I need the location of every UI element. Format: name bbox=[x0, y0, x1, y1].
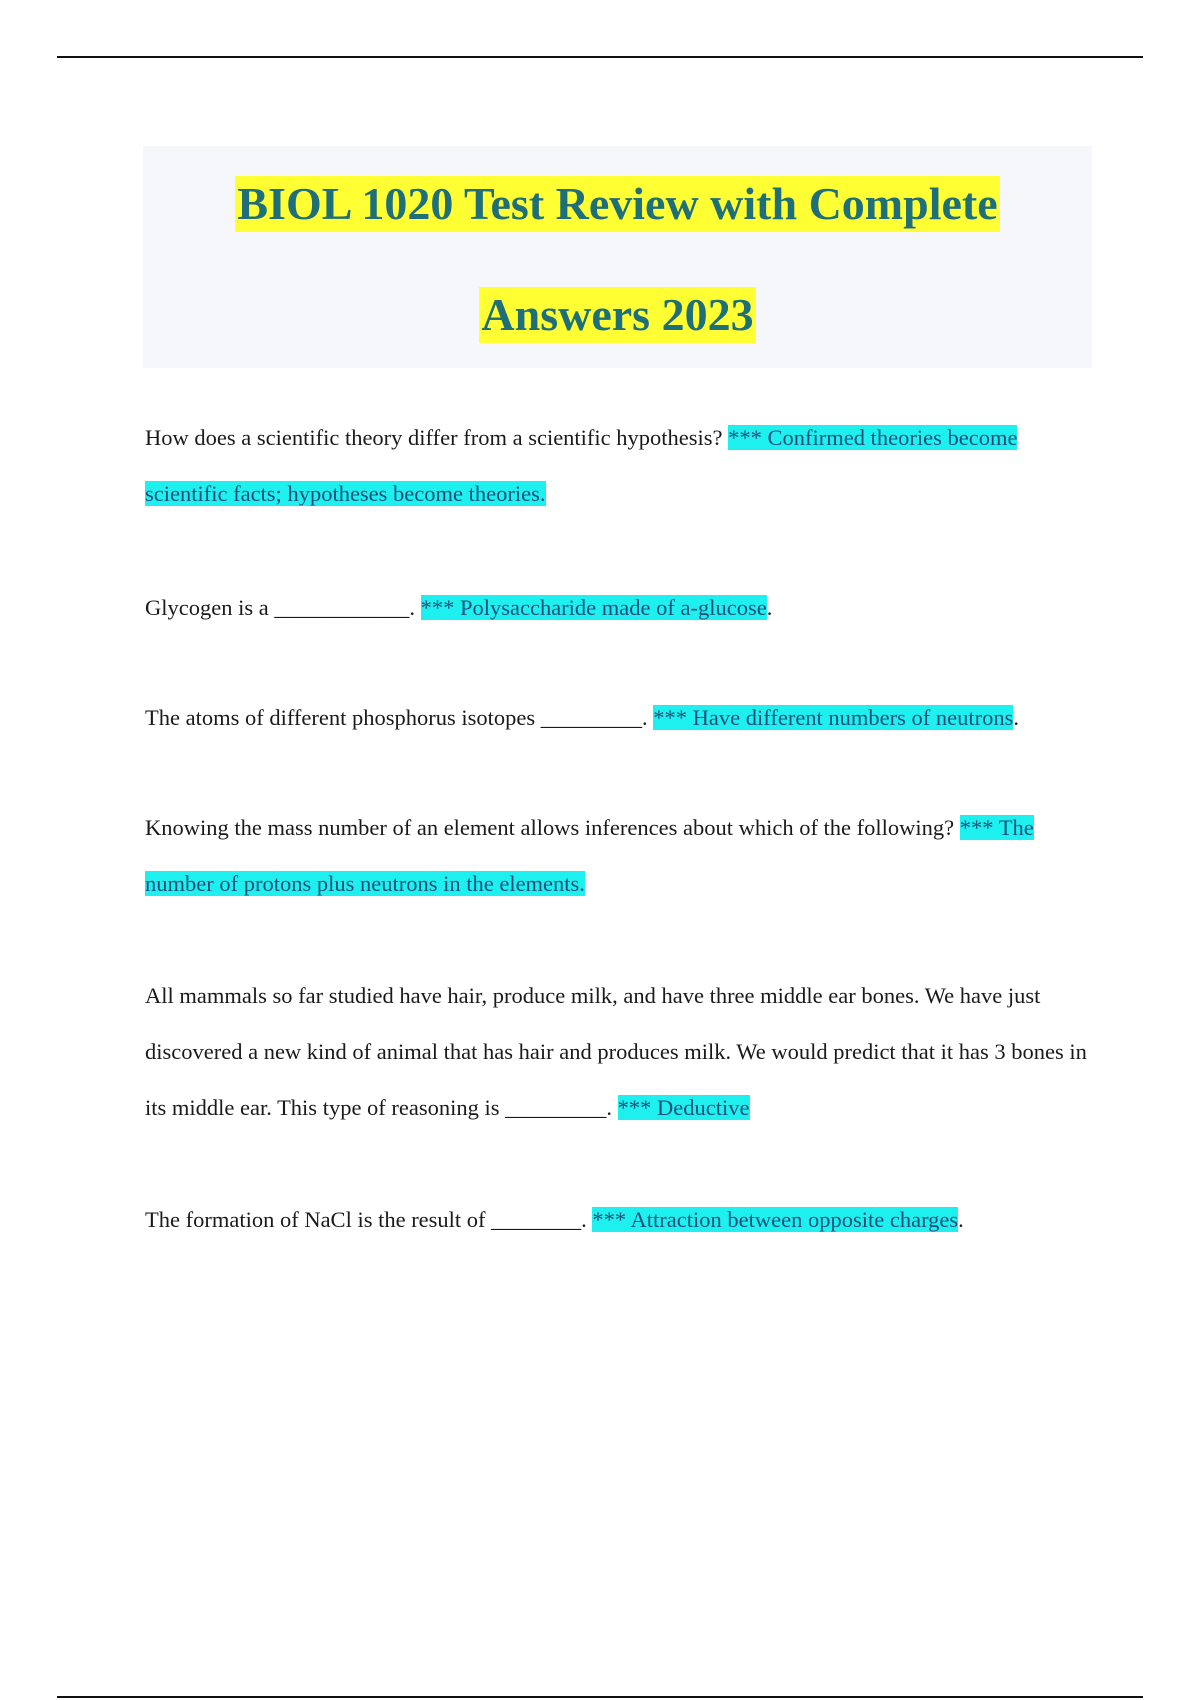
answer-highlight: *** The number of protons plus neutrons in the elements. bbox=[145, 815, 1034, 896]
bottom-rule bbox=[57, 1696, 1143, 1698]
qa-item-5 bbox=[145, 968, 1095, 1136]
question-text: All mammals so far studied have hair, produce milk, and have three middle ear bones. We have just discovered a new kind of animal that has hair and produces milk. We would predict that it has 3 bones in its middle ear. This type of reasoning is _________. bbox=[145, 983, 1087, 1120]
question-text: How does a scientific theory differ from a scientific hypothesis? bbox=[145, 425, 729, 450]
qa-item-4 bbox=[145, 800, 1095, 912]
title-box bbox=[143, 146, 1092, 368]
answer-highlight: *** Deductive bbox=[617, 1095, 750, 1120]
answer-highlight: *** Polysaccharide made of a-glucose bbox=[420, 595, 767, 620]
answer-highlight: *** Have different numbers of neutrons bbox=[653, 705, 1014, 730]
qa-item-3 bbox=[145, 690, 1095, 746]
question-text: Knowing the mass number of an element allows inferences about which of the following? bbox=[145, 815, 960, 840]
answer-highlight: *** Attraction between opposite charges bbox=[592, 1207, 959, 1232]
answer-trailing: . bbox=[958, 1207, 964, 1232]
answer-highlight: *** Confirmed theories become scientific facts; hypotheses become theories. bbox=[145, 425, 1018, 506]
page-title-line-2: Answers 2023 bbox=[479, 287, 755, 343]
top-rule bbox=[57, 56, 1143, 58]
qa-item-2 bbox=[145, 580, 1095, 636]
qa-item-6 bbox=[145, 1192, 1095, 1248]
question-text: The atoms of different phosphorus isotopes _________. bbox=[145, 705, 654, 730]
question-text: The formation of NaCl is the result of ________. bbox=[145, 1207, 593, 1232]
page-title-line-1: BIOL 1020 Test Review with Complete bbox=[235, 176, 999, 232]
qa-item-1 bbox=[145, 410, 1095, 522]
question-text: Glycogen is a ____________. bbox=[145, 595, 421, 620]
answer-trailing: . bbox=[1013, 705, 1020, 730]
answer-trailing: . bbox=[766, 595, 773, 620]
